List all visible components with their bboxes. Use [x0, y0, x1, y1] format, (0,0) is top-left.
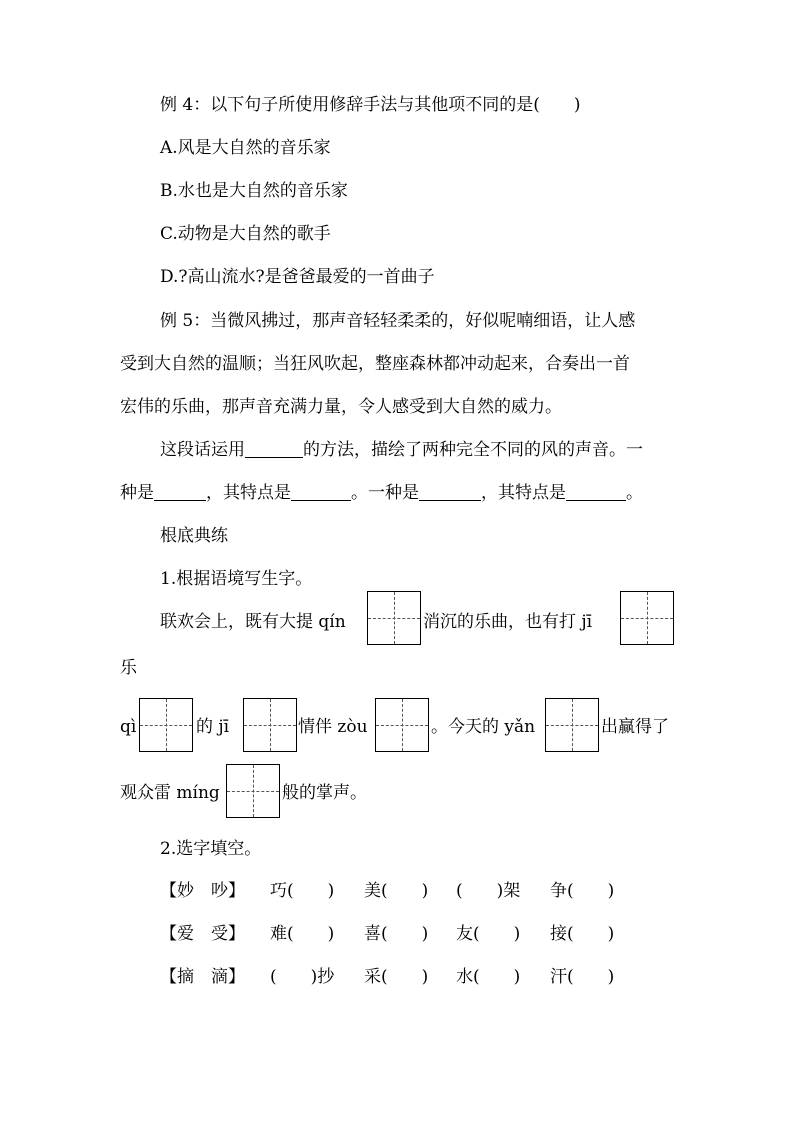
q1-text-1b: 消沉的乐曲，也有打 jī [423, 612, 593, 632]
example5-line-1: 例 5：当微风拂过，那声音轻轻柔柔的，好似呢喃细语，让人感 [160, 311, 636, 331]
q1-text-1c: 乐 [120, 658, 137, 678]
q2-item[interactable]: ( )架 [456, 881, 521, 901]
example4-question: 例 4：以下句子所使用修辞手法与其他项不同的是( ) [160, 95, 581, 115]
q2-item[interactable]: 争( ) [550, 881, 615, 901]
q2-item[interactable]: 水( ) [456, 967, 521, 987]
tianzige-box[interactable] [545, 698, 599, 752]
answer-blank[interactable] [245, 439, 303, 458]
q1-text-2e: 出赢得了 [601, 717, 669, 737]
q2-item[interactable]: 美( ) [364, 881, 429, 901]
fill-text: 。 [626, 483, 643, 503]
q1-text-3b: 般的掌声。 [282, 783, 367, 803]
fill-text: 这段话运用 [160, 440, 245, 460]
tianzige-box[interactable] [367, 591, 421, 645]
tianzige-box[interactable] [375, 698, 429, 752]
tianzige-box[interactable] [139, 698, 193, 752]
q1-text-2a: qì [120, 717, 137, 737]
answer-blank[interactable] [566, 482, 626, 501]
fill-text: ，其特点是 [206, 483, 291, 503]
section-title: 根底典练 [160, 526, 228, 546]
fill-text: 种是 [120, 483, 154, 503]
q2-row-head: 【爱 受】 [160, 924, 245, 944]
tianzige-box[interactable] [620, 591, 674, 645]
q2-item[interactable]: 汗( ) [550, 967, 615, 987]
answer-blank[interactable] [154, 482, 206, 501]
example5-fill-line-2 [120, 481, 643, 505]
q2-item[interactable]: 采( ) [364, 967, 429, 987]
example5-line-2: 受到大自然的温顺；当狂风吹起，整座森林都冲动起来，合奏出一首 [120, 354, 630, 374]
q1-text-1a: 联欢会上，既有大提 qín [160, 612, 346, 632]
example4-option-a: A.风是大自然的音乐家 [160, 138, 331, 158]
fill-text: 的方法，描绘了两种完全不同的风的声音。一 [303, 440, 643, 460]
q1-title: 1.根据语境写生字。 [160, 569, 313, 589]
example5-line-3: 宏伟的乐曲，那声音充满力量，令人感受到大自然的威力。 [120, 397, 562, 417]
example5-fill-line-1 [160, 438, 643, 462]
q1-text-2c: 情伴 zòu [298, 717, 368, 737]
q2-item[interactable]: 巧( ) [270, 881, 335, 901]
fill-text: ，其特点是 [481, 483, 566, 503]
q2-item[interactable]: 喜( ) [364, 924, 429, 944]
q2-row-head: 【摘 滴】 [160, 967, 245, 987]
q1-text-3a: 观众雷 míng [120, 783, 220, 803]
answer-blank[interactable] [419, 482, 481, 501]
q2-title: 2.选字填空。 [160, 839, 262, 859]
example4-option-c: C.动物是大自然的歌手 [160, 224, 331, 244]
answer-blank[interactable] [291, 482, 351, 501]
q1-text-2d: 。今天的 yǎn [431, 717, 536, 737]
fill-text: 。一种是 [351, 483, 419, 503]
q2-row-head: 【妙 吵】 [160, 881, 245, 901]
example4-option-d: D.?高山流水?是爸爸最爱的一首曲子 [160, 267, 435, 287]
q2-item[interactable]: 难( ) [270, 924, 335, 944]
q1-text-2b: 的 jī [196, 717, 230, 737]
tianzige-box[interactable] [226, 764, 280, 818]
example4-option-b: B.水也是大自然的音乐家 [160, 181, 348, 201]
q2-item[interactable]: 接( ) [550, 924, 615, 944]
tianzige-box[interactable] [243, 698, 297, 752]
q2-item[interactable]: 友( ) [456, 924, 521, 944]
q2-item[interactable]: ( )抄 [270, 967, 335, 987]
